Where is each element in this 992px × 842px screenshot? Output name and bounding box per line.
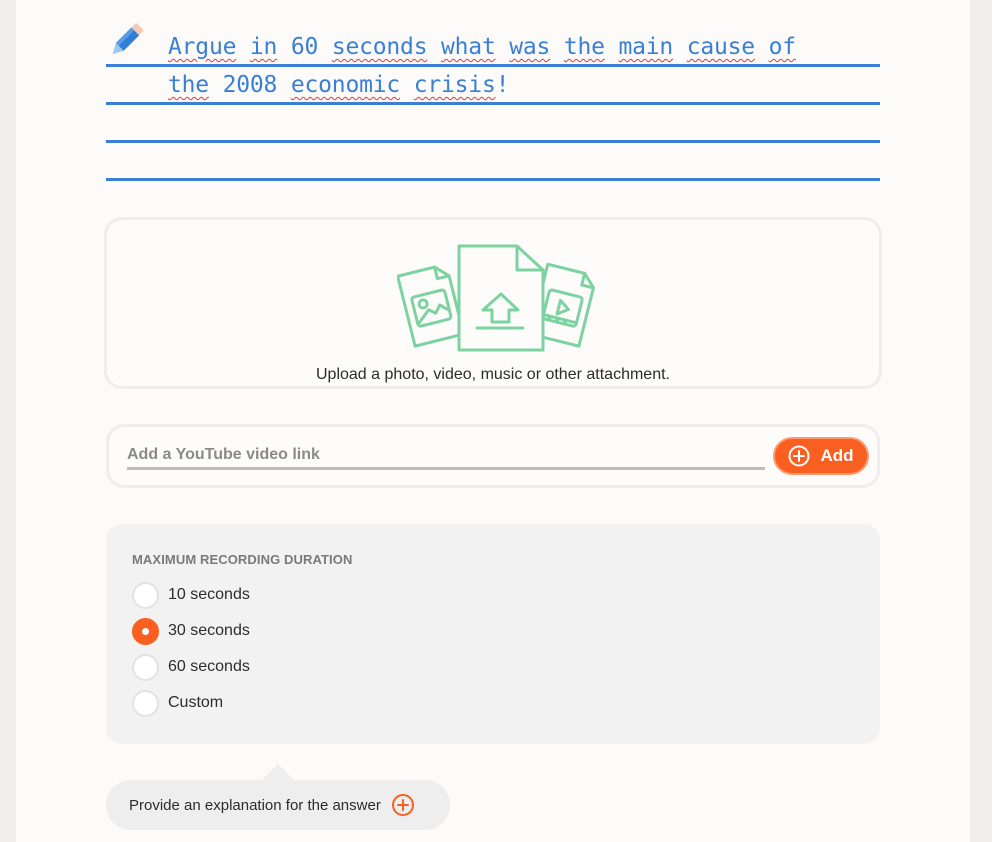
question-word: of: [768, 34, 796, 60]
question-word: Argue: [168, 34, 237, 60]
duration-option-30[interactable]: [132, 617, 250, 645]
duration-option-custom[interactable]: [132, 689, 223, 717]
radio-button[interactable]: [132, 654, 159, 681]
explanation-label: Provide an explanation for the answer: [129, 796, 381, 814]
duration-option-10[interactable]: [132, 581, 250, 609]
question-word: main: [618, 34, 674, 60]
file-upload-icon: [397, 242, 597, 354]
question-word: 60: [290, 34, 319, 60]
radio-button[interactable]: [132, 690, 159, 717]
duration-title: MAXIMUM RECORDING DURATION: [132, 552, 353, 567]
question-text[interactable]: Argue in 60 seconds what was the main cause of the 2008 economic crisis!: [168, 34, 796, 98]
question-word: was: [509, 34, 551, 60]
question-word: economic: [290, 72, 401, 98]
recording-duration-panel: [106, 524, 880, 744]
duration-option-60[interactable]: [132, 653, 250, 681]
duration-option-label: Custom: [168, 694, 224, 711]
question-word: crisis: [413, 72, 496, 98]
plus-circle-icon: [788, 445, 810, 467]
youtube-link-box: [106, 424, 880, 488]
image-file-icon: [398, 264, 464, 346]
add-button-label: Add: [820, 446, 854, 465]
upload-label: Upload a photo, video, music or other attachment.: [316, 366, 670, 383]
duration-option-label: 60 seconds: [168, 658, 250, 675]
duration-option-label: 10 seconds: [168, 586, 250, 603]
question-word: the: [563, 34, 605, 60]
question-word: 2008: [222, 72, 278, 98]
explanation-caret: [262, 764, 294, 780]
question-word: in: [249, 34, 278, 60]
add-youtube-button[interactable]: [773, 437, 869, 475]
add-explanation-button[interactable]: [106, 780, 450, 830]
question-word: the: [168, 72, 209, 98]
youtube-link-input[interactable]: [127, 442, 765, 470]
duration-option-label: 30 seconds: [168, 622, 250, 639]
question-word: what: [441, 34, 496, 60]
question-word: cause: [686, 34, 755, 60]
question-word: seconds: [331, 34, 428, 60]
radio-button-selected[interactable]: [132, 618, 159, 645]
upload-attachment-dropzone[interactable]: [104, 217, 882, 389]
plus-circle-icon: [391, 793, 415, 817]
radio-button[interactable]: [132, 582, 159, 609]
